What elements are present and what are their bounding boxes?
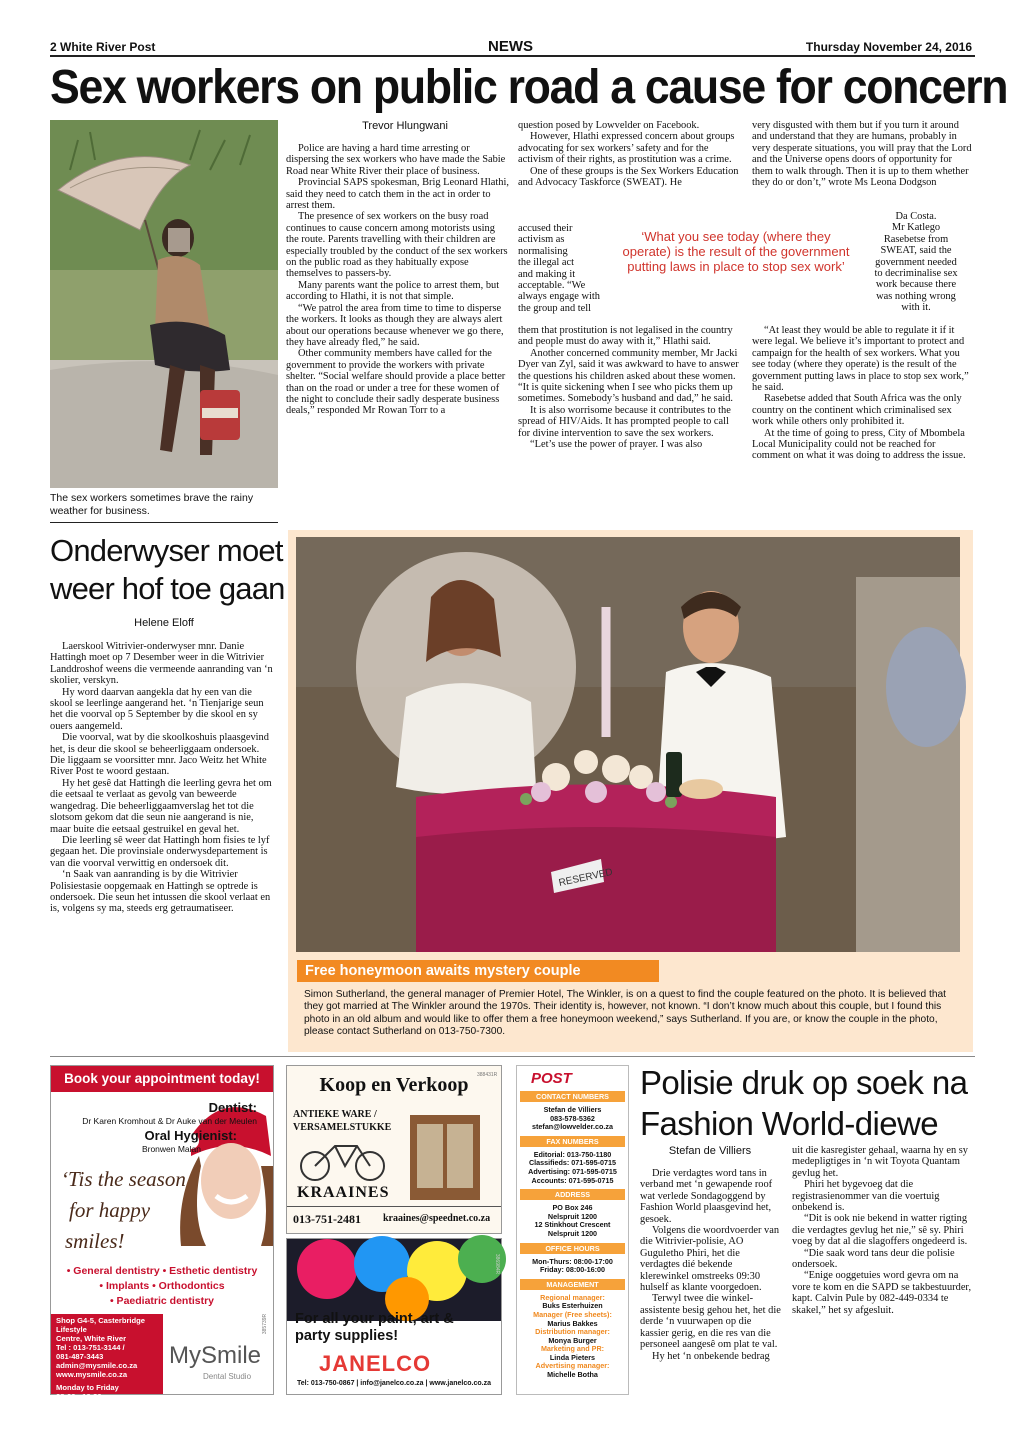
manager-name: Monya Burger	[548, 1335, 597, 1345]
post-line: Advertising: 071-595-0715	[528, 1166, 617, 1176]
post-section	[517, 1091, 628, 1132]
kraaines-phone: 013-751-2481	[293, 1212, 361, 1226]
paragraph: question posed by Lowvelder on Facebook.	[518, 120, 700, 131]
text-line: accused their	[518, 223, 573, 234]
post-section-header: CONTACT NUMBERS	[520, 1091, 625, 1102]
story3-byline: Stefan de Villiers	[668, 1145, 752, 1157]
story2-byline: Helene Eloff	[134, 617, 194, 629]
text-line: the illegal act	[518, 257, 574, 269]
ad-subtitle	[293, 1108, 391, 1134]
hours: Monday to Friday	[56, 1383, 119, 1392]
post-line: Nelspruit 1200	[547, 1228, 598, 1238]
manager-name: Linda Pieters	[549, 1352, 596, 1362]
manager-role: Distribution manager:	[535, 1327, 610, 1337]
paragraph: Volgens die woordvoerder van die Witrivier-polisie, AO Guguletho Phiri, het die verdagtes dié bekende klerewinkel omstreeks 09:30 hulself as klante voorgedoen.	[640, 1225, 780, 1294]
ad-contact	[56, 1316, 164, 1401]
paragraph: Hy word daarvan aangekla dat hy een van die skool se leerlinge aangerand het. ‘n Tienjarige seun het die voorval op 5 September by die skool en sy ouers aangemeld.	[50, 686, 264, 732]
post-line: Accounts: 071-595-0715	[531, 1175, 614, 1185]
text-line: activism as	[518, 234, 565, 246]
post-management	[517, 1279, 628, 1380]
paragraph: Die leerling sê weer dat Hattingh hom fisies te lyf gegaan het. Die provinsiale onderwysdepartement is van die voorval verwittig en ondersoek dit.	[50, 834, 270, 869]
address-line: Shop G4-5, Casterbridge Lifestyle	[56, 1316, 146, 1334]
hygienist-label: Oral Hygienist:	[144, 1128, 237, 1143]
feature-caption: Simon Sutherland, the general manager of Premier Hotel, The Winkler, is on a quest to find the couple featured on the photo. It is believed that they got married at The Winkler around the 1970s. Their identity is, however, not known. “I don’t know much about this couple, but I found this photo in an old album and would like to offer them a free honeymoon weekend,” says Sutherland. If you are, or know the couple in the photo, please contact Sutherland on 013-750-7300.	[304, 989, 947, 1038]
slogan-line: ‘Tis the season	[61, 1167, 186, 1191]
lead-column-2-bottom	[518, 325, 742, 450]
manager-name: Buks Esterhuizen	[542, 1301, 603, 1311]
tagline-line: For all your paint, art &	[295, 1311, 454, 1327]
mysmile-logo: MySmile	[169, 1342, 262, 1369]
address-line: Centre, White River	[56, 1334, 127, 1343]
lead-column-3-narrow	[857, 211, 975, 314]
service-line: • Implants • Orthodontics	[99, 1280, 225, 1292]
services	[51, 1264, 273, 1309]
lead-byline: Trevor Hlungwani	[362, 120, 448, 132]
post-line: Friday: 08:00-16:00	[539, 1265, 606, 1275]
kraaines-logo: KRAAINES	[297, 1184, 390, 1201]
post-section-header: FAX NUMBERS	[520, 1136, 625, 1147]
ad-title: Koop en Verkoop	[319, 1074, 469, 1096]
issue-date: Thursday November 24, 2016	[805, 40, 972, 54]
dentist-label: Dentist:	[208, 1100, 257, 1115]
paragraph: Phiri het bygevoeg dat die registrasienommer van die voertuig onbekend is.	[792, 1179, 940, 1214]
janelco-advert[interactable]	[286, 1238, 502, 1395]
post-section	[517, 1243, 628, 1275]
ad-ref: 385739R	[262, 1313, 269, 1335]
email[interactable]: admin@mysmile.co.za	[56, 1361, 138, 1370]
post-info-box	[516, 1065, 629, 1395]
text-line: work because there	[875, 279, 957, 291]
page-folio: 2 White River Post	[50, 40, 156, 54]
phone: 081-487-3443	[56, 1352, 104, 1361]
lead-column-2-top	[518, 120, 742, 188]
paragraph: Hy het gesê dat Hattingh die leerling gevra het om die eetsaal te verlaat as gevolg van beweerde wangedrag. Die beheerliggaamverslag het tot die slotsom gekom dat die seun nie aangerand is nie, maar buite die eetsaal gestruikel en geval het.	[50, 777, 272, 835]
post-line[interactable]: stefan@lowvelder.co.za	[532, 1122, 613, 1132]
wardrobe-icon	[405, 1110, 485, 1205]
paragraph: Terwyl twee die winkel-assistente besig gehou het, het die derde ‘n vuurwapen op die kassier gerig, en die res van die personeel aangesê om plat te val.	[640, 1293, 781, 1351]
text-line: always engage with	[518, 291, 600, 303]
manager-role: Advertising manager:	[535, 1361, 610, 1371]
mysmile-logo-sub: Dental Studio	[203, 1372, 252, 1381]
kraaines-email[interactable]: kraaines@speednet.co.za	[383, 1213, 491, 1224]
janelco-logo: JANELCO	[319, 1351, 432, 1376]
paragraph: “We patrol the area from time to time to disperse the workers. It looks as though they are always alert about our operations because whenever we go there, they have already fled,” he said.	[286, 302, 504, 348]
paragraph: One of these groups is the Sex Workers Education and Advocacy Taskforce (SWEAT). He	[518, 165, 739, 189]
paragraph: them that prostitution is not legalised in the country and people must do away with it,” Hlathi said.	[518, 325, 733, 348]
paragraph: It is also worrisome because it contributes to the spread of HIV/Aids. It has prompted people to call for divine intervention to save the sex workers.	[518, 404, 731, 439]
text-line: acceptable. “We	[518, 280, 586, 292]
post-logo: POST	[531, 1070, 572, 1087]
service-line: • Paediatric dentistry	[109, 1295, 215, 1307]
post-line: 083-578-5362	[550, 1113, 595, 1123]
paragraph: “Enige ooggetuies word gevra om na vore te kom en die SAPD se takbestuurder, kapt. Calvin Pule by 082-449-0334 te skakel,” het sy afgesluit.	[792, 1270, 972, 1316]
post-section-header: ADDRESS	[520, 1189, 625, 1200]
story3-headline: Polisie druk op soek na Fashion World-diewe	[640, 1064, 968, 1142]
paragraph: However, Hlathi expressed concern about groups advocating for sex workers’ safety and for the activism of their rights, as prostitution was a crime.	[518, 131, 735, 166]
paragraph: Other community members have called for the government to provide the workers with private shelter. “Social welfare should provide a place better than on the road or under a tree for these women of the night to conclude their sadly desperate business deals,” responded Mr Rowan Torr to a	[286, 348, 506, 417]
story3-column-1	[640, 1168, 782, 1362]
paint-splash-illustration	[287, 1239, 501, 1321]
lead-photo-caption: The sex workers sometimes brave the rainy weather for business.	[50, 492, 254, 517]
divider	[50, 522, 278, 523]
ad-banner: Book your appointment today!	[64, 1071, 260, 1086]
paragraph: ‘n Saak van aanranding is by die Witrivier Polisiestasie oopgemaak en Hattingh se optrede is ondersoek. Die seun het intussen die skool verlaat en is, volgens sy ma, steeds erg getraumatiseer.	[50, 869, 271, 915]
subtitle-line: VERSAMELSTUKKE	[293, 1122, 392, 1133]
story3-column-2	[792, 1145, 972, 1316]
post-line: Nelspruit 1200	[547, 1211, 598, 1221]
bicycle-icon	[295, 1138, 390, 1183]
hours: 08:00 - 16:30	[56, 1392, 102, 1401]
paragraph: At the time of going to press, City of Mbombela Local Municipality could not be reached for comment on what it was doing to address the issue.	[752, 427, 966, 462]
post-line: Classifieds: 071-595-0715	[528, 1158, 617, 1168]
section-label: NEWS	[488, 38, 533, 55]
paragraph: “Let’s use the power of prayer. I was also	[530, 439, 703, 451]
ad-ref: 386984R	[494, 1253, 501, 1275]
service-line: • General dentistry • Esthetic dentistry	[66, 1265, 258, 1277]
post-line: Editorial: 013-750-1180	[533, 1149, 612, 1159]
paragraph: “Die saak word tans deur die polisie ondersoek.	[792, 1247, 955, 1271]
text-line: and making it	[518, 268, 576, 280]
lead-column-2-narrow	[518, 223, 618, 314]
ad-tagline	[295, 1311, 454, 1345]
text-line: Mr Katlego	[891, 222, 941, 234]
paragraph: “At least they would be able to regulate it if it were legal. We believe it’s important to protect and campaign for the health of sex workers. What you see today (where they operate) is the result of the government putting laws in place to stop sex work,” he said.	[752, 325, 969, 394]
text-line: Da Costa.	[895, 211, 937, 222]
post-line: Stefan de Villiers	[543, 1105, 602, 1114]
wedding-couple-illustration	[296, 537, 960, 952]
divider	[50, 1056, 975, 1057]
paragraph: Another concerned community member, Mr Jacki Dyer van Zyl, said it was awkward to have to answer the questions his children asked about these women. “It is quite sickening when I see who picks them up sometimes. Somebody’s husband and dad,” he said.	[518, 347, 739, 405]
post-line: PO Box 246	[552, 1203, 593, 1213]
post-line: Mon-Thurs: 08:00-17:00	[532, 1256, 613, 1266]
wedding-photo	[296, 537, 960, 952]
paragraph: Rasebetse added that South Africa was the only country on the continent which criminalised sex work while others only prohibited it.	[752, 393, 962, 428]
text-line: normalising	[518, 245, 568, 257]
pull-quote: ‘What you see today (where they operate) is the result of the government putting laws in place to stop sex work’	[622, 229, 850, 274]
manager-role: Manager (Free sheets):	[533, 1309, 612, 1319]
kraaines-advert[interactable]	[286, 1065, 502, 1234]
text-line: SWEAT, said the	[880, 245, 952, 257]
paragraph: “Dit is ook nie bekend in watter rigting die verdagtes gevlug het nie,” sê sy. Phiri voeg by dat al die slagoffers ongedeerd is.	[792, 1213, 968, 1248]
tagline-line: party supplies!	[295, 1328, 399, 1344]
paragraph: Hy het ‘n onbekende bedrag	[652, 1350, 770, 1362]
manager-name: Michelle Botha	[547, 1370, 598, 1380]
post-section	[517, 1136, 628, 1185]
janelco-contact: Tel: 013-750-0867 | info@janelco.co.za | www.janelco.co.za	[297, 1380, 491, 1387]
paragraph: Many parents want the police to arrest them, but according to Hlathi, it is not that simple.	[286, 279, 500, 303]
feature-title: Free honeymoon awaits mystery couple	[297, 960, 659, 982]
story2-body	[50, 641, 276, 915]
post-section-header: OFFICE HOURS	[520, 1243, 625, 1254]
text-line: with it.	[901, 302, 931, 314]
paragraph: Laerskool Witrivier-onderwyser mnr. Danie Hattingh moet op 7 Desember weer in die Witrivier Landdroshof weens die vermeende aanranding van ‘n skolier, verskyn.	[50, 641, 273, 687]
hygienist: Bronwen Malan	[141, 1144, 201, 1154]
paragraph: Police are having a hard time arresting or dispersing the sex workers who have made the Sabie Road near White River their place of business.	[286, 143, 506, 177]
text-line: to decriminalise sex	[874, 268, 958, 280]
lead-photo	[50, 120, 278, 488]
manager-role: Regional manager:	[540, 1292, 605, 1302]
ad-slogan	[61, 1164, 186, 1257]
reserved-sign-text: RESERVED	[557, 866, 614, 889]
manager-name: Marius Bakkes	[547, 1318, 598, 1328]
manager-role: Marketing and PR:	[540, 1344, 605, 1354]
paragraph: The presence of sex workers on the busy road continues to cause concern among motorists using the route. Parents travelling with their children are especially troubled by the conduct of the sex workers on the public road as they habitually expose themselves to passers-by.	[286, 211, 508, 280]
website-link[interactable]: www.mysmile.co.za	[56, 1370, 128, 1379]
slogan-line: for happy	[69, 1198, 151, 1222]
phone: Tel : 013-751-3144 /	[56, 1343, 125, 1352]
woman-with-umbrella-illustration	[50, 120, 278, 488]
paragraph: Die voorval, wat by die skoolkoshuis plaasgevind het, is deur die skool se beheerliggaam ondersoek. Die liggaam se voorsitter mnr. Jaco Weitz het White River Post te woord gestaan.	[50, 732, 269, 778]
lead-column-3-bottom	[752, 325, 974, 462]
lead-column-3-top: very disgusted with them but if you turn it around and understand that they are humans, probably in very desperate situations, you will pray that the Lord and the Universe opens doors of opportunity for them to walk through. Then it is up to them whether they do or don’t,” wrote Ms Leona Dodgson	[752, 120, 972, 189]
story2-headline: Onderwyser moet weer hof toe gaan	[50, 533, 285, 606]
paragraph: Provincial SAPS spokesman, Brig Leonard Hlathi, said they need to catch them in the act in order to arrest them.	[286, 177, 509, 212]
lead-headline: Sex workers on public road a cause for concern	[50, 61, 1008, 114]
post-section	[517, 1189, 628, 1238]
text-line: Rasebetse from	[883, 233, 949, 245]
post-section-header: MANAGEMENT	[520, 1279, 625, 1290]
post-line: 12 Stinkhout Crescent	[534, 1220, 611, 1230]
header-rule	[50, 55, 975, 57]
dentists: Dr Karen Kromhout & Dr Auke van der Meulen	[82, 1116, 257, 1126]
ad-ref: 388431R	[477, 1072, 498, 1078]
text-line: the group and tell	[518, 302, 592, 314]
mysmile-advert[interactable]	[50, 1065, 274, 1401]
text-line: was nothing wrong	[876, 290, 956, 302]
text-line: government needed	[875, 256, 957, 268]
subtitle-line: ANTIEKE WARE /	[293, 1109, 377, 1120]
slogan-line: smiles!	[65, 1229, 125, 1253]
paragraph: uit die kasregister gehaal, waarna hy en sy medepligtiges in ‘n wit Toyota Quantam gevlug het.	[792, 1145, 968, 1179]
lead-column-1	[286, 143, 510, 417]
paragraph: Drie verdagtes word tans in verband met ‘n gewapende roof wat verlede Sondagoggend by Fashion World plaasgevind het, gesoek.	[640, 1168, 773, 1225]
